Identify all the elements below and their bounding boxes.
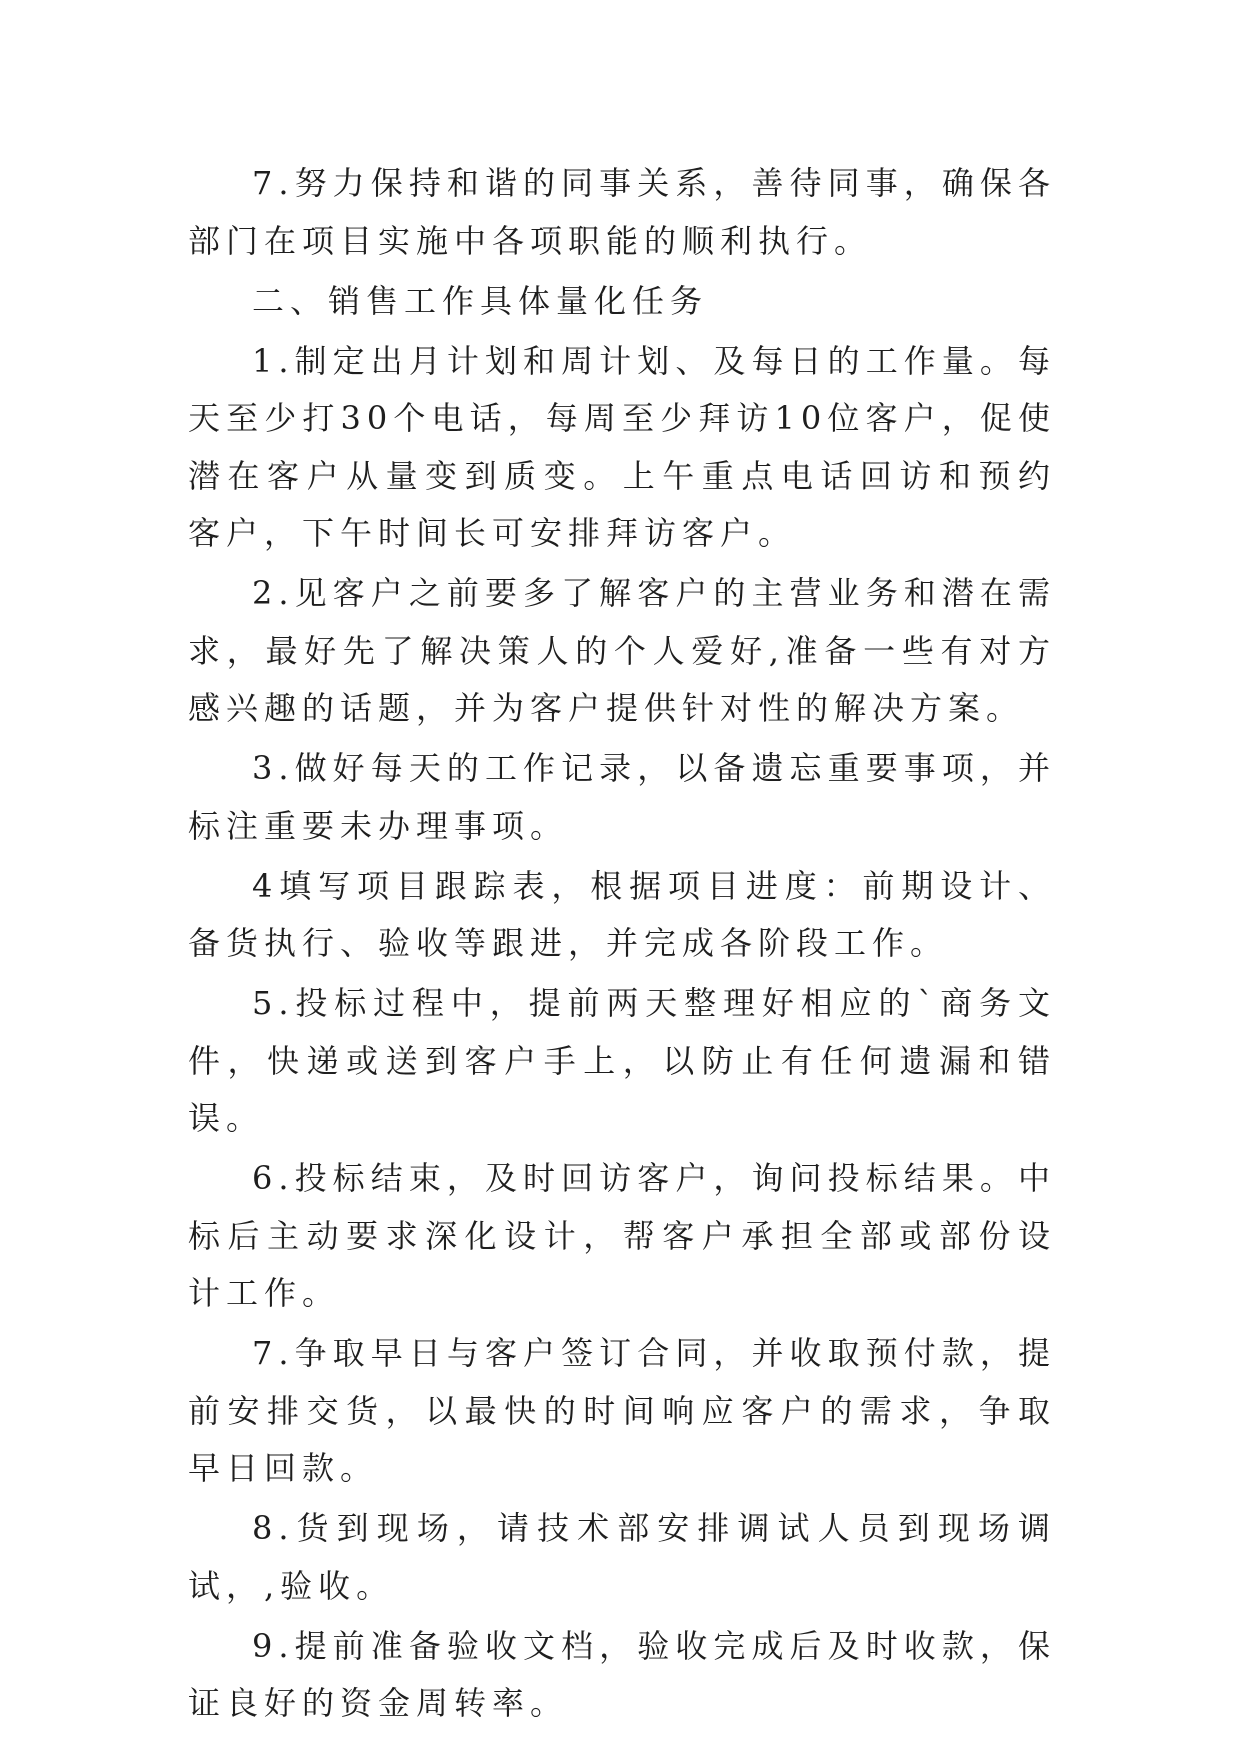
paragraph-item-5-bidding: 5.投标过程中，提前两天整理好相应的`商务文件，快递或送到客户手上，以防止有任何遗漏和错误。 — [188, 984, 1056, 1137]
paragraph-item-3-work-records: 3.做好每天的工作记录，以备遗忘重要事项，并标注重要未办理事项。 — [188, 749, 1056, 845]
paragraph-item-1-plans: 1.制定出月计划和周计划、及每日的工作量。每天至少打30个电话，每周至少拜访10位客户，促使潜在客户从量变到质变。上午重点电话回访和预约客户，下午时间长可安排拜访客户。 — [188, 341, 1056, 552]
paragraph-item-9-acceptance: 9.提前准备验收文档，验收完成后及时收款，保证良好的资金周转率。 — [188, 1626, 1056, 1722]
section-heading-sales-tasks: 二、销售工作具体量化任务 — [252, 281, 709, 320]
paragraph-item-8-onsite-debug: 8.货到现场，请技术部安排调试人员到现场调试，,验收。 — [188, 1509, 1056, 1605]
paragraph-item-2-client-research: 2.见客户之前要多了解客户的主营业务和潜在需求，最好先了解决策人的个人爱好,准备一些有对方感兴趣的话题，并为客户提供针对性的解决方案。 — [188, 574, 1056, 727]
paragraph-item-6-bid-result: 6.投标结束，及时回访客户，询问投标结果。中标后主动要求深化设计，帮客户承担全部或部份设计工作。 — [188, 1159, 1056, 1312]
paragraph-item-4-project-tracking: 4填写项目跟踪表，根据项目进度：前期设计、备货执行、验收等跟进，并完成各阶段工作。 — [188, 866, 1056, 962]
paragraph-item-7-relations: 7.努力保持和谐的同事关系，善待同事，确保各部门在项目实施中各项职能的顺利执行。 — [188, 164, 1056, 260]
document-body — [188, 155, 1056, 1735]
paragraph-item-7-contract: 7.争取早日与客户签订合同，并收取预付款，提前安排交货，以最快的时间响应客户的需求，争取早日回款。 — [188, 1334, 1056, 1487]
